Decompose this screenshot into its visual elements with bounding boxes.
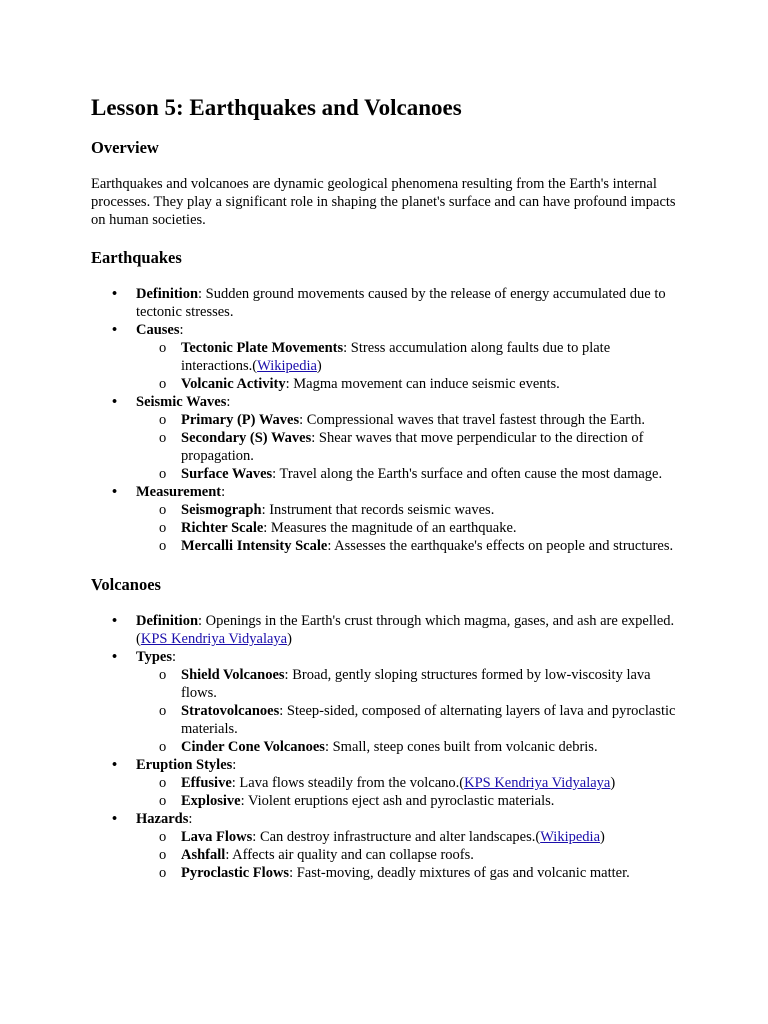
- item-text: : Compressional waves that travel fastest through the Earth.: [299, 412, 646, 428]
- sub-list-item: [136, 519, 681, 537]
- item-text: :: [226, 394, 231, 410]
- item-text: : Stress accumulation along faults due to plate interactions.(: [181, 340, 611, 374]
- term-label: Definition: [136, 613, 199, 629]
- item-text: : Violent eruptions eject ash and pyroclastic materials.: [240, 793, 555, 809]
- document-page: [91, 94, 681, 882]
- item-text: : Small, steep cones built from volcanic debris.: [324, 739, 598, 755]
- term-label: Surface Waves: [181, 466, 273, 482]
- sub-list-item: [136, 501, 681, 519]
- item-text: : Affects air quality and can collapse roofs.: [225, 847, 474, 863]
- item-text: :: [188, 811, 193, 827]
- term-label: Types: [136, 649, 172, 665]
- term-label: Shield Volcanoes: [181, 667, 285, 683]
- page-title: Lesson 5: Earthquakes and Volcanoes: [91, 95, 462, 120]
- term-label: Primary (P) Waves: [181, 412, 300, 428]
- item-text: : Measures the magnitude of an earthquake.: [263, 520, 517, 536]
- item-text: : Travel along the Earth's surface and often cause the most damage.: [272, 466, 663, 482]
- list-item: [91, 648, 681, 756]
- sub-list: [136, 501, 681, 555]
- wikipedia-link[interactable]: Wikipedia: [540, 829, 600, 845]
- term-label: Seismograph: [181, 502, 262, 518]
- item-text: : Instrument that records seismic waves.: [261, 502, 495, 518]
- item-text: : Openings in the Earth's crust through which magma, gases, and ash are expelled.(: [136, 613, 675, 647]
- item-text: : Broad, gently sloping structures formed by low-viscosity lava flows.: [181, 667, 651, 701]
- list-item: [91, 810, 681, 882]
- sub-list-item: [136, 774, 681, 792]
- sub-list-item: [136, 537, 681, 555]
- sub-list: [136, 774, 681, 810]
- item-text: : Can destroy infrastructure and alter landscapes.(: [252, 829, 541, 845]
- bullet-icon: •: [112, 394, 118, 410]
- sub-list-item: [136, 702, 681, 738]
- bullet-icon: •: [112, 649, 118, 665]
- sub-bullet-icon: o: [159, 430, 167, 446]
- list-item: [91, 393, 681, 483]
- sub-list-item: [136, 429, 681, 465]
- term-label: Mercalli Intensity Scale: [181, 538, 328, 554]
- earthquakes-heading: Earthquakes: [91, 248, 182, 267]
- term-label: Richter Scale: [181, 520, 264, 536]
- term-label: Seismic Waves: [136, 394, 227, 410]
- sub-bullet-icon: o: [159, 466, 167, 482]
- sub-list-item: [136, 465, 681, 483]
- bullet-icon: •: [112, 613, 118, 629]
- term-label: Explosive: [181, 793, 241, 809]
- term-label: Cinder Cone Volcanoes: [181, 739, 325, 755]
- item-text: : Shear waves that move perpendicular to the direction of propagation.: [181, 430, 644, 464]
- kps-kendriya-vidyalaya-link[interactable]: KPS Kendriya Vidyalaya: [140, 631, 288, 647]
- term-label: Causes: [136, 322, 180, 338]
- volcanoes-heading: Volcanoes: [91, 575, 161, 594]
- item-text: : Magma movement can induce seismic events.: [285, 376, 560, 392]
- bullet-icon: •: [112, 811, 118, 827]
- term-label: Ashfall: [181, 847, 226, 863]
- term-label: Eruption Styles: [136, 757, 233, 773]
- bullet-icon: •: [112, 757, 118, 773]
- item-text: :: [221, 484, 226, 500]
- term-label: Hazards: [136, 811, 189, 827]
- sub-bullet-icon: o: [159, 775, 167, 791]
- sub-bullet-icon: o: [159, 703, 167, 719]
- sub-list: [136, 666, 681, 756]
- item-text: : Steep-sided, composed of alternating layers of lava and pyroclastic materials.: [181, 703, 676, 737]
- bullet-icon: •: [112, 286, 118, 302]
- sub-list-item: [136, 738, 681, 756]
- sub-list-item: [136, 411, 681, 429]
- term-label: Volcanic Activity: [181, 376, 286, 392]
- item-text: :: [172, 649, 177, 665]
- item-text-after: ): [316, 358, 322, 374]
- wikipedia-link[interactable]: Wikipedia: [257, 358, 317, 374]
- sub-bullet-icon: o: [159, 667, 167, 683]
- list-item: [91, 483, 681, 555]
- sub-bullet-icon: o: [159, 739, 167, 755]
- term-label: Pyroclastic Flows: [181, 865, 290, 881]
- term-label: Lava Flows: [181, 829, 253, 845]
- sub-bullet-icon: o: [159, 538, 167, 554]
- sub-bullet-icon: o: [159, 502, 167, 518]
- sub-bullet-icon: o: [159, 829, 167, 845]
- list-item: [91, 285, 681, 321]
- bullet-icon: •: [112, 484, 118, 500]
- item-text-after: ): [600, 829, 605, 845]
- sub-bullet-icon: o: [159, 412, 167, 428]
- sub-bullet-icon: o: [159, 865, 167, 881]
- sub-list: [136, 828, 681, 882]
- sub-list-item: [136, 339, 681, 375]
- bullet-icon: •: [112, 322, 118, 338]
- volcanoes-list: [91, 612, 681, 882]
- kps-kendriya-vidyalaya-link[interactable]: KPS Kendriya Vidyalaya: [464, 775, 611, 791]
- list-item: [91, 612, 681, 648]
- sub-list-item: [136, 375, 681, 393]
- list-item: [91, 321, 681, 393]
- overview-paragraph: Earthquakes and volcanoes are dynamic geological phenomena resulting from the Earth's internal processes. They play a significant role in shaping the planet's surface and can have profound impacts on human societies.: [91, 176, 676, 228]
- sub-list-item: [136, 666, 681, 702]
- term-label: Definition: [136, 286, 199, 302]
- item-text: :: [232, 757, 237, 773]
- sub-list-item: [136, 846, 681, 864]
- sub-list: [136, 339, 681, 393]
- item-text: : Lava flows steadily from the volcano.(: [231, 775, 465, 791]
- term-label: Measurement: [136, 484, 222, 500]
- term-label: Secondary (S) Waves: [181, 430, 312, 446]
- sub-list-item: [136, 828, 681, 846]
- item-text: : Assesses the earthquake's effects on people and structures.: [327, 538, 674, 554]
- sub-bullet-icon: o: [159, 847, 167, 863]
- sub-bullet-icon: o: [159, 520, 167, 536]
- overview-heading: Overview: [91, 138, 159, 157]
- item-text-after: ): [287, 631, 292, 647]
- item-text: : Sudden ground movements caused by the release of energy accumulated due to tectonic stresses.: [136, 286, 666, 320]
- item-text: :: [179, 322, 184, 338]
- sub-list-item: [136, 792, 681, 810]
- earthquakes-list: [91, 285, 681, 555]
- sub-list-item: [136, 864, 681, 882]
- term-label: Tectonic Plate Movements: [181, 340, 344, 356]
- sub-bullet-icon: o: [159, 376, 167, 392]
- sub-list: [136, 411, 681, 483]
- sub-bullet-icon: o: [159, 793, 167, 809]
- sub-bullet-icon: o: [159, 340, 167, 356]
- term-label: Effusive: [181, 775, 232, 791]
- list-item: [91, 756, 681, 810]
- item-text-after: ): [610, 775, 616, 791]
- term-label: Stratovolcanoes: [181, 703, 280, 719]
- item-text: : Fast-moving, deadly mixtures of gas and volcanic matter.: [289, 865, 630, 881]
